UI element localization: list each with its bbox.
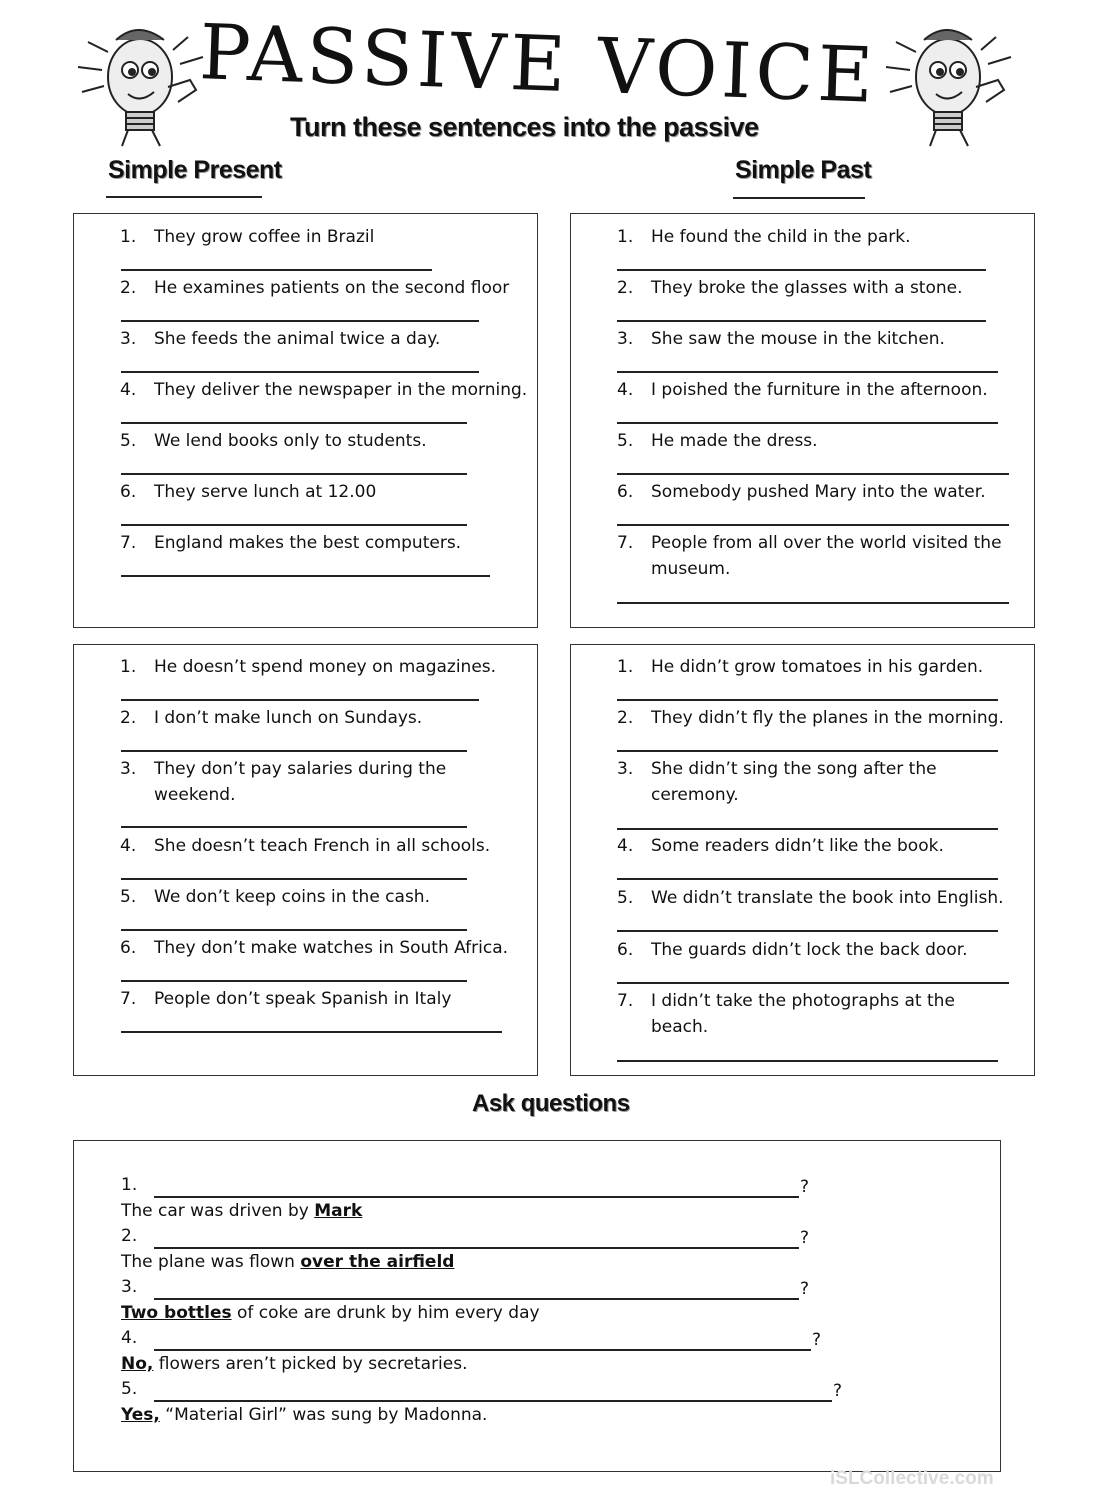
answer-line[interactable]: [617, 828, 998, 830]
exercise-sentence: [120, 884, 430, 910]
sentence-number: 6.: [120, 938, 137, 958]
sentence-number: 6.: [617, 940, 634, 960]
answer-line[interactable]: [121, 878, 467, 880]
answer-line[interactable]: [121, 929, 467, 931]
lightbulb-mascot-left: [68, 12, 218, 152]
sentence-text: People from all over the world visited the: [651, 533, 1002, 553]
answer-line[interactable]: [121, 750, 467, 752]
answer-line[interactable]: [617, 269, 986, 271]
question-mark: ?: [800, 1279, 810, 1299]
exercise-sentence: [617, 654, 983, 680]
answer-line[interactable]: [121, 980, 467, 982]
sentence-text: We didn’t translate the book into English.: [651, 888, 1004, 908]
question-answer-line[interactable]: [154, 1298, 799, 1300]
exercise-sentence: [617, 275, 963, 301]
sentence-number: 3.: [617, 759, 634, 779]
sentence-text: Some readers didn’t like the book.: [651, 836, 944, 856]
exercise-sentence: [617, 988, 955, 1040]
sentence-number: 5.: [120, 887, 137, 907]
exercise-sentence: [120, 986, 451, 1012]
sentence-number: 1.: [120, 227, 137, 247]
sentence-text-continued: museum.: [651, 559, 731, 579]
answer-statement: [121, 1201, 362, 1221]
answer-line[interactable]: [121, 269, 432, 271]
exercise-sentence: [617, 756, 937, 808]
answer-line[interactable]: [617, 473, 1009, 475]
sentence-text: He found the child in the park.: [651, 227, 911, 247]
sentence-number: 4.: [617, 836, 634, 856]
simple-present-heading: Simple Present: [108, 156, 282, 184]
answer-line[interactable]: [617, 320, 986, 322]
sentence-text: The guards didn’t lock the back door.: [651, 940, 968, 960]
statement-focus: No,: [121, 1354, 154, 1374]
exercise-sentence: [120, 275, 509, 301]
sentence-text: He examines patients on the second floor: [154, 278, 510, 298]
statement-focus: Yes,: [121, 1405, 160, 1425]
answer-line[interactable]: [121, 524, 467, 526]
sentence-text: He didn’t grow tomatoes in his garden.: [651, 657, 984, 677]
sentence-text: They grow coffee in Brazil: [154, 227, 375, 247]
question-mark: ?: [812, 1330, 822, 1350]
answer-statement: [121, 1303, 540, 1323]
ask-questions-heading: Ask questions: [472, 1090, 630, 1117]
exercise-sentence: [617, 377, 988, 403]
statement-text: The car was driven by: [121, 1201, 315, 1221]
sentence-number: 1.: [617, 227, 634, 247]
sentence-text: She saw the mouse in the kitchen.: [651, 329, 945, 349]
sentence-number: 7.: [120, 533, 137, 553]
question-mark: ?: [800, 1177, 810, 1197]
sentence-text: She didn’t sing the song after the: [651, 759, 937, 779]
sentence-text: They don’t make watches in South Africa.: [154, 938, 509, 958]
exercise-sentence: [617, 428, 818, 454]
watermark: iSLCollective.com: [830, 1468, 994, 1489]
statement-text: flowers aren’t picked by secretaries.: [153, 1354, 468, 1374]
sentence-number: 1.: [617, 657, 634, 677]
sentence-number: 2.: [120, 278, 137, 298]
answer-line[interactable]: [617, 602, 1009, 604]
sentence-number: 7.: [617, 991, 634, 1011]
answer-line[interactable]: [617, 750, 998, 752]
exercise-sentence: [617, 530, 1002, 582]
answer-line[interactable]: [617, 1060, 998, 1062]
sentence-number: 2.: [120, 708, 137, 728]
exercise-sentence: [120, 377, 527, 403]
answer-line[interactable]: [617, 930, 998, 932]
sentence-number: 2.: [617, 278, 634, 298]
answer-statement: [121, 1354, 468, 1374]
answer-line[interactable]: [617, 422, 998, 424]
sentence-text: They serve lunch at 12.00: [154, 482, 377, 502]
sentence-text: England makes the best computers.: [154, 533, 462, 553]
statement-text: “Material Girl” was sung by Madonna.: [159, 1405, 488, 1425]
sentence-text-continued: beach.: [651, 1017, 709, 1037]
heading-underline: [106, 196, 262, 198]
sentence-text: They deliver the newspaper in the morning.: [154, 380, 528, 400]
exercise-sentence: [120, 935, 508, 961]
sentence-text: They broke the glasses with a stone.: [651, 278, 963, 298]
sentence-text: She doesn’t teach French in all schools.: [154, 836, 491, 856]
exercise-sentence: [617, 326, 945, 352]
sentence-text: They don’t pay salaries during the: [154, 759, 447, 779]
statement-text: The plane was flown: [121, 1252, 301, 1272]
exercise-sentence: [120, 530, 461, 556]
question-answer-line[interactable]: [154, 1349, 811, 1351]
exercise-sentence: [617, 705, 1004, 731]
statement-text: of coke are drunk by him every day: [231, 1303, 540, 1323]
page-title: [197, 7, 879, 120]
answer-line[interactable]: [121, 320, 479, 322]
simple-past-heading: Simple Past: [735, 156, 872, 184]
statement-focus: Two bottles: [121, 1303, 232, 1323]
answer-line[interactable]: [617, 878, 998, 880]
sentence-number: 6.: [617, 482, 634, 502]
exercise-sentence: [120, 654, 496, 680]
answer-line[interactable]: [617, 699, 998, 701]
instruction-subtitle: Turn these sentences into the passive: [290, 112, 759, 142]
exercise-sentence: [120, 705, 422, 731]
question-answer-line[interactable]: [154, 1196, 799, 1198]
answer-line[interactable]: [121, 1031, 502, 1033]
sentence-number: 3.: [617, 329, 634, 349]
sentence-number: 7.: [120, 989, 137, 1009]
sentence-number: 1.: [120, 657, 137, 677]
sentence-text: Somebody pushed Mary into the water.: [651, 482, 986, 502]
answer-line[interactable]: [121, 575, 490, 577]
question-number: 2.: [121, 1226, 138, 1246]
answer-line[interactable]: [121, 826, 467, 828]
sentence-text: We don’t keep coins in the cash.: [154, 887, 430, 907]
answer-line[interactable]: [617, 371, 998, 373]
answer-line[interactable]: [121, 699, 479, 701]
answer-line[interactable]: [121, 371, 479, 373]
sentence-text: People don’t speak Spanish in Italy: [154, 989, 452, 1009]
lightbulb-mascot-right: [876, 12, 1026, 152]
sentence-number: 4.: [120, 380, 137, 400]
sentence-text: He doesn’t spend money on magazines.: [154, 657, 497, 677]
exercise-sentence: [617, 479, 986, 505]
sentence-text: We lend books only to students.: [154, 431, 427, 451]
answer-statement: [121, 1252, 454, 1272]
question-mark: ?: [833, 1381, 843, 1401]
sentence-text: I didn’t take the photographs at the: [651, 991, 955, 1011]
sentence-number: 6.: [120, 482, 137, 502]
sentence-number: 5.: [617, 888, 634, 908]
answer-line[interactable]: [121, 473, 467, 475]
answer-statement: [121, 1405, 487, 1425]
sentence-text: They didn’t fly the planes in the morning.: [651, 708, 1004, 728]
exercise-sentence: [120, 756, 446, 808]
statement-focus: over the airfield: [300, 1252, 455, 1272]
sentence-number: 7.: [617, 533, 634, 553]
sentence-text: I don’t make lunch on Sundays.: [154, 708, 423, 728]
exercise-sentence: [120, 326, 440, 352]
question-answer-line[interactable]: [154, 1247, 799, 1249]
sentence-number: 2.: [617, 708, 634, 728]
question-answer-line[interactable]: [154, 1400, 832, 1402]
sentence-text: She feeds the animal twice a day.: [154, 329, 441, 349]
sentence-number: 5.: [617, 431, 634, 451]
exercise-sentence: [617, 937, 968, 963]
answer-line[interactable]: [617, 982, 1009, 984]
sentence-number: 4.: [120, 836, 137, 856]
answer-line[interactable]: [121, 422, 467, 424]
question-number: 3.: [121, 1277, 138, 1297]
sentence-number: 4.: [617, 380, 634, 400]
answer-line[interactable]: [617, 524, 1009, 526]
sentence-number: 3.: [120, 329, 137, 349]
exercise-sentence: [617, 885, 1004, 911]
statement-focus: Mark: [314, 1201, 363, 1221]
exercise-sentence: [120, 479, 376, 505]
question-number: 1.: [121, 1175, 138, 1195]
exercise-sentence: [617, 224, 911, 250]
exercise-sentence: [617, 833, 944, 859]
sentence-number: 3.: [120, 759, 137, 779]
sentence-text: He made the dress.: [651, 431, 818, 451]
sentence-text: I poished the furniture in the afternoon.: [651, 380, 988, 400]
question-mark: ?: [800, 1228, 810, 1248]
question-number: 5.: [121, 1379, 138, 1399]
question-number: 4.: [121, 1328, 138, 1348]
sentence-text-continued: weekend.: [154, 785, 236, 805]
page-title-text: PASSIVE VOICE: [197, 7, 879, 120]
exercise-sentence: [120, 833, 490, 859]
heading-underline: [733, 197, 865, 199]
exercise-sentence: [120, 224, 374, 250]
sentence-number: 5.: [120, 431, 137, 451]
sentence-text-continued: ceremony.: [651, 785, 739, 805]
exercise-sentence: [120, 428, 427, 454]
